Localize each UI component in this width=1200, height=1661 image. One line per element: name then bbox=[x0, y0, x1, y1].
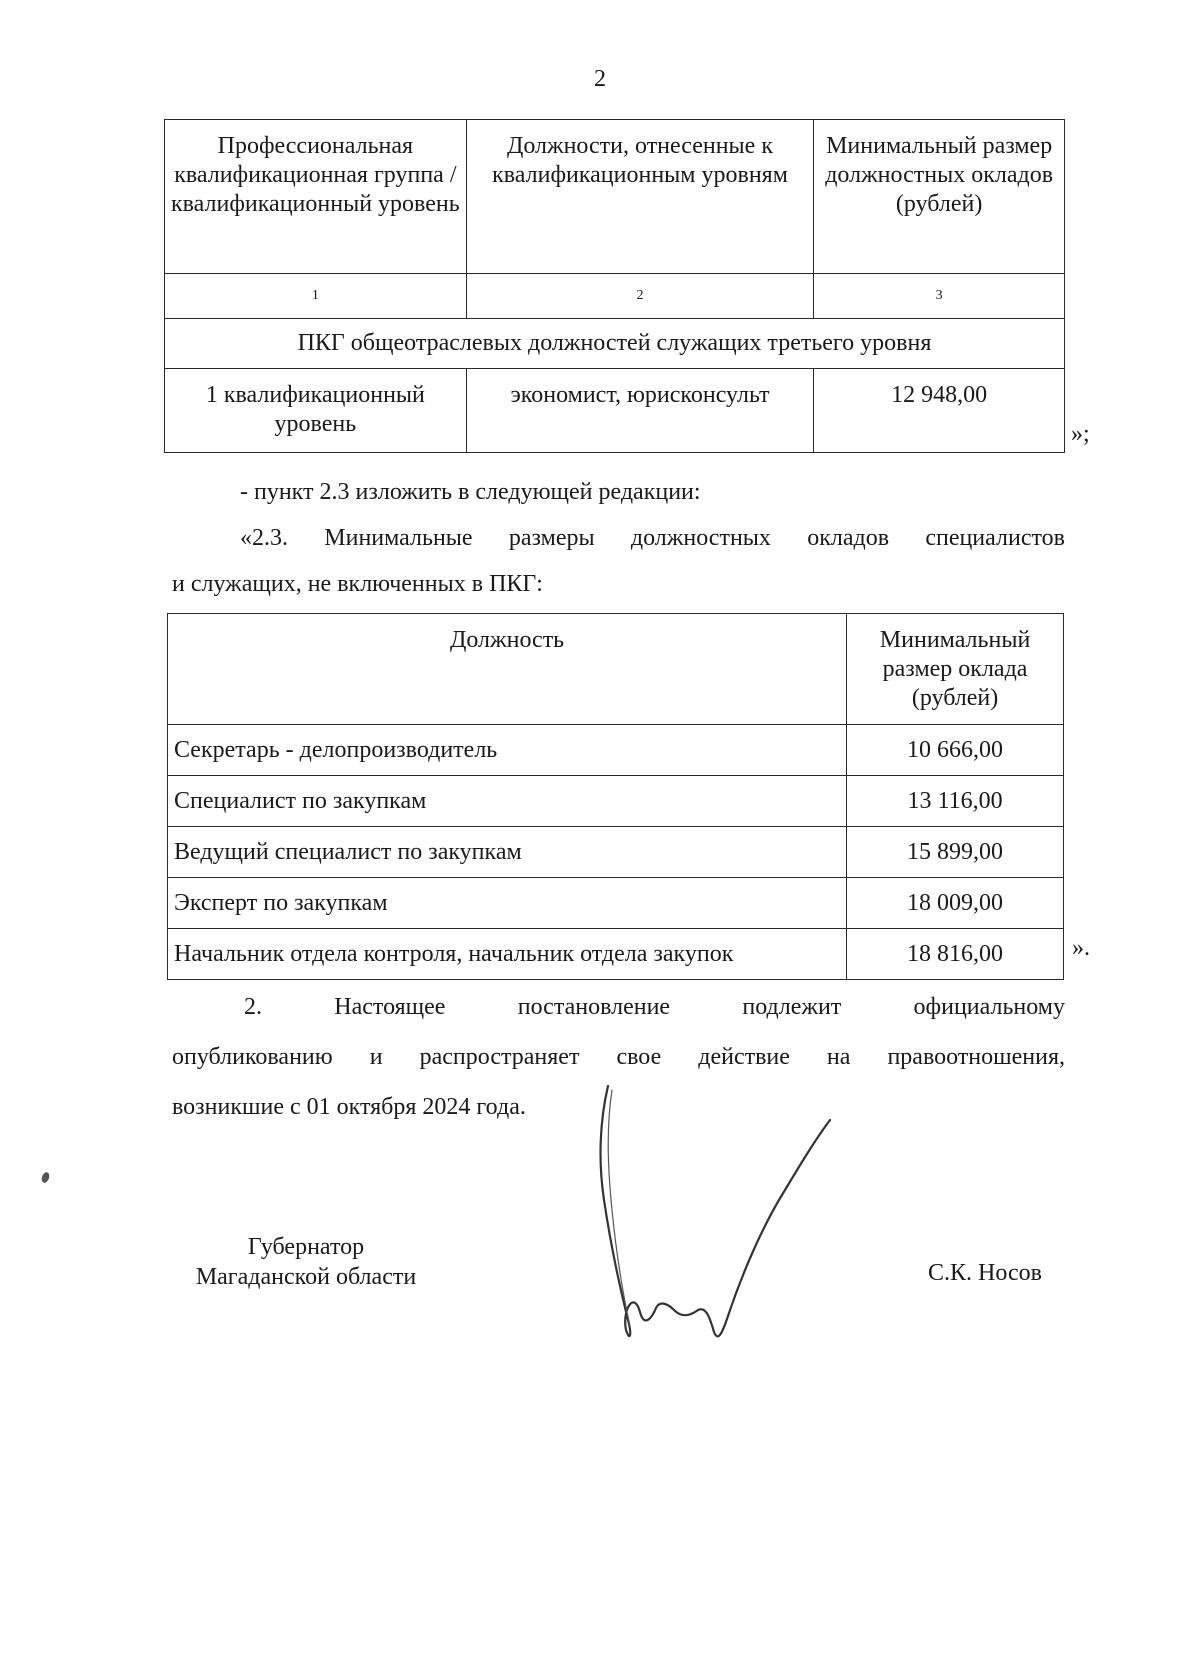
handwritten-signature bbox=[590, 1080, 860, 1350]
header-positions: Должности, отнесенные к квалификационным уровням bbox=[466, 120, 814, 274]
table-row bbox=[168, 929, 1064, 980]
position-cell: Начальник отдела контроля, начальник отдела закупок bbox=[168, 929, 847, 980]
qualification-level: 1 квалификационный уровень bbox=[165, 369, 467, 453]
group-title: ПКГ общеотраслевых должностей служащих третьего уровня bbox=[165, 319, 1065, 369]
table-header-row bbox=[165, 120, 1065, 274]
position-cell: Секретарь - делопроизводитель bbox=[168, 725, 847, 776]
salary-cell: 12 948,00 bbox=[814, 369, 1065, 453]
clause-2-line2: опубликованию и распространяет свое действие на правоотношения, bbox=[172, 1044, 1065, 1070]
clause-2-line3: возникшие с 01 октября 2024 года. bbox=[172, 1094, 526, 1120]
salary-cell: 18 009,00 bbox=[847, 878, 1064, 929]
position-cell: Специалист по закупкам bbox=[168, 776, 847, 827]
header-min-salary: Минимальный размер должностных окладов (рублей) bbox=[814, 120, 1065, 274]
salary-cell: 15 899,00 bbox=[847, 827, 1064, 878]
salary-table bbox=[167, 613, 1064, 980]
position-cell: Эксперт по закупкам bbox=[168, 878, 847, 929]
table-row bbox=[168, 878, 1064, 929]
signatory-title bbox=[175, 1232, 437, 1292]
header-min-salary: Минимальный размер оклада (рублей) bbox=[847, 614, 1064, 725]
signatory-title-line1: Губернатор bbox=[247, 1234, 365, 1260]
positions-cell: экономист, юрисконсульт bbox=[466, 369, 814, 453]
column-numbers-row bbox=[165, 274, 1065, 319]
salary-cell: 18 816,00 bbox=[847, 929, 1064, 980]
header-qualification-group: Профессиональная квалификационная группа / квалификационный уровень bbox=[165, 120, 467, 274]
table-row bbox=[165, 369, 1065, 453]
table1-closing-quote: »; bbox=[1071, 421, 1090, 447]
table-row bbox=[168, 776, 1064, 827]
table-row bbox=[168, 827, 1064, 878]
scan-speck bbox=[40, 1171, 50, 1184]
paragraph-2-3-line2: и служащих, не включенных в ПКГ: bbox=[172, 571, 543, 597]
qualification-groups-table bbox=[164, 119, 1065, 453]
position-cell: Ведущий специалист по закупкам bbox=[168, 827, 847, 878]
column-number: 3 bbox=[814, 274, 1065, 319]
clause-2-line1: 2. Настоящее постановление подлежит официальному bbox=[244, 994, 1065, 1020]
signatory-title-line2: Магаданской области bbox=[195, 1264, 417, 1290]
table-row bbox=[168, 725, 1064, 776]
column-number: 2 bbox=[466, 274, 814, 319]
salary-cell: 10 666,00 bbox=[847, 725, 1064, 776]
page-number: 2 bbox=[594, 66, 606, 92]
salary-cell: 13 116,00 bbox=[847, 776, 1064, 827]
paragraph-2-3-line1: «2.3. Минимальные размеры должностных окладов специалистов bbox=[240, 525, 1065, 551]
item-instruction: - пункт 2.3 изложить в следующей редакции: bbox=[240, 479, 701, 505]
column-number: 1 bbox=[165, 274, 467, 319]
table2-closing-quote: ». bbox=[1072, 935, 1090, 961]
table-header-row bbox=[168, 614, 1064, 725]
group-title-row bbox=[165, 319, 1065, 369]
signatory-name: С.К. Носов bbox=[928, 1260, 1042, 1286]
header-position: Должность bbox=[168, 614, 847, 725]
